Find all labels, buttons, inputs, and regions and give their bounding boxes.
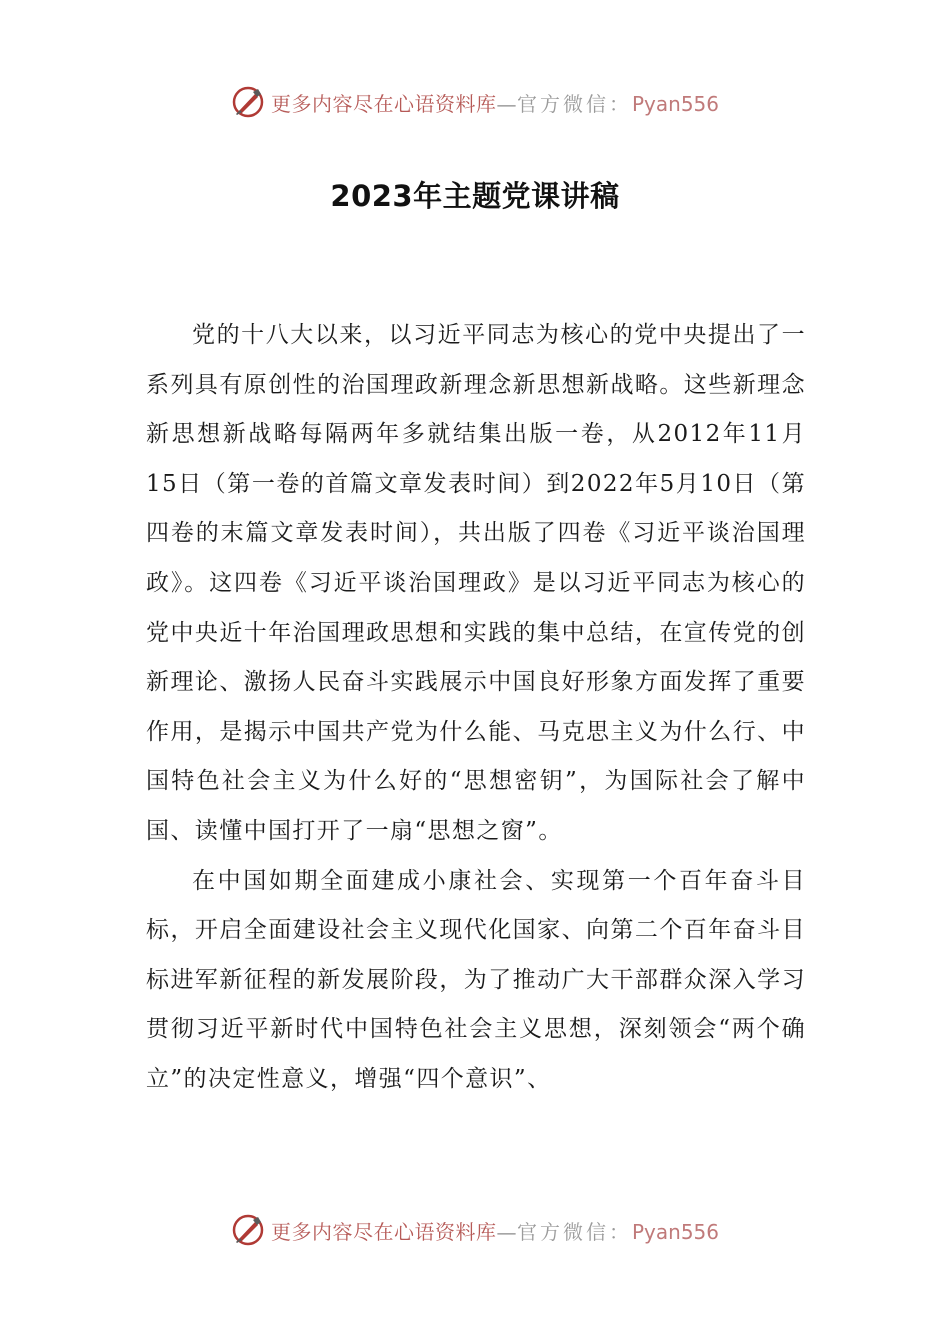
- footer-watermark: [0, 1210, 950, 1250]
- watermark-separator: —: [496, 1219, 517, 1244]
- document-body: [146, 311, 806, 1105]
- body-paragraph: 党的十八大以来，以习近平同志为核心的党中央提出了一系列具有原创性的治国理政新理念新思想新战略。这些新理念新思想新战略每隔两年多就结集出版一卷，从2012年11月15日（第一卷的首篇文章发表时间）到2022年5月10日（第四卷的末篇文章发表时间），共出版了四卷《习近平谈治国理政》。这四卷《习近平谈治国理政》是以习近平同志为核心的党中央近十年治国理政思想和实践的集中总结，在宣传党的创新理论、激扬人民奋斗实践展示中国良好形象方面发挥了重要作用，是揭示中国共产党为什么能、马克思主义为什么行、中国特色社会主义为什么好的“思想密钥”，为国际社会了解中国、读懂中国打开了一扇“思想之窗”。: [146, 322, 806, 844]
- watermark-main-text: 更多内容尽在心语资料库: [270, 1219, 497, 1244]
- pen-logo-icon: [231, 85, 265, 119]
- watermark-wechat-id: Pyan556: [631, 1219, 719, 1244]
- pen-logo-icon: [231, 1213, 265, 1247]
- body-paragraph: 在中国如期全面建成小康社会、实现第一个百年奋斗目标，开启全面建设社会主义现代化国家、向第二个百年奋斗目标进军新征程的新发展阶段，为了推动广大干部群众深入学习贯彻习近平新时代中国特色社会主义思想，深刻领会“两个确立”的决定性意义，增强“四个意识”、: [146, 867, 806, 1092]
- watermark-separator: —: [496, 91, 517, 116]
- watermark-text: [271, 88, 719, 117]
- watermark-wechat-id: Pyan556: [631, 91, 719, 116]
- watermark-wechat-label: 官方微信：: [516, 91, 632, 116]
- watermark-text: [271, 1216, 719, 1245]
- watermark-wechat-label: 官方微信：: [516, 1219, 632, 1244]
- watermark-main-text: 更多内容尽在心语资料库: [270, 91, 497, 116]
- header-watermark: [0, 82, 950, 122]
- document-title: 2023年主题党课讲稿: [330, 179, 620, 213]
